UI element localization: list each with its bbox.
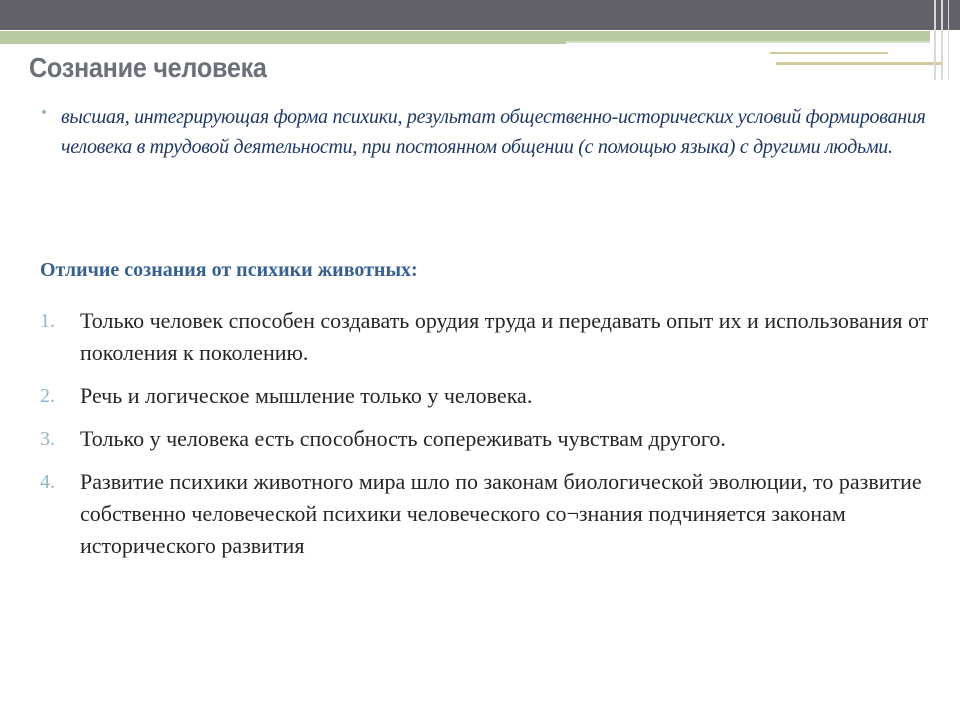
list-item <box>40 466 930 562</box>
header-vertical-line <box>934 0 936 80</box>
definition-item <box>40 102 936 162</box>
list-item-text: Речь и логическое мышление только у человека. <box>80 383 533 408</box>
header-gold-line-lower <box>776 62 942 65</box>
list-item-number: 2. <box>40 385 55 407</box>
header-green-stripe <box>0 31 930 41</box>
list-item-text: Только человек способен создавать орудия труда и передавать опыт их и использования от поколения к поколению. <box>80 308 929 365</box>
header-gold-line-upper <box>770 52 888 54</box>
header-top-bar <box>0 0 960 30</box>
header-vertical-line <box>948 0 949 80</box>
list-item-text: Только у человека есть способность сопереживать чувствам другого. <box>80 426 726 451</box>
header-green-lower-stripe <box>0 41 566 44</box>
list-item-text: Развитие психики животного мира шло по законам биологической эволюции, то развитие собственно человеческой психики человеческого со¬знания подчиняется законам исторического развития <box>80 469 922 558</box>
list-item <box>40 423 930 455</box>
list-item-number: 4. <box>40 471 55 493</box>
definition-text: высшая, интегрирующая форма психики, результат общественно-исторических условий формирования человека в трудовой деятельности, при постоянном общении (с помощью языка) с другими людьми. <box>61 106 926 158</box>
header-green-thin-stripe <box>566 41 930 43</box>
differences-list <box>40 305 930 573</box>
definition-list <box>40 102 936 162</box>
list-item <box>40 305 930 369</box>
header-vertical-line <box>941 0 943 80</box>
list-item-number: 1. <box>40 310 55 332</box>
bullet-dot-icon: • <box>40 105 49 121</box>
slide-title: Сознание человека <box>29 52 267 83</box>
list-item-number: 3. <box>40 428 55 450</box>
section-heading: Отличие сознания от психики животных: <box>40 259 418 281</box>
list-item <box>40 380 930 412</box>
